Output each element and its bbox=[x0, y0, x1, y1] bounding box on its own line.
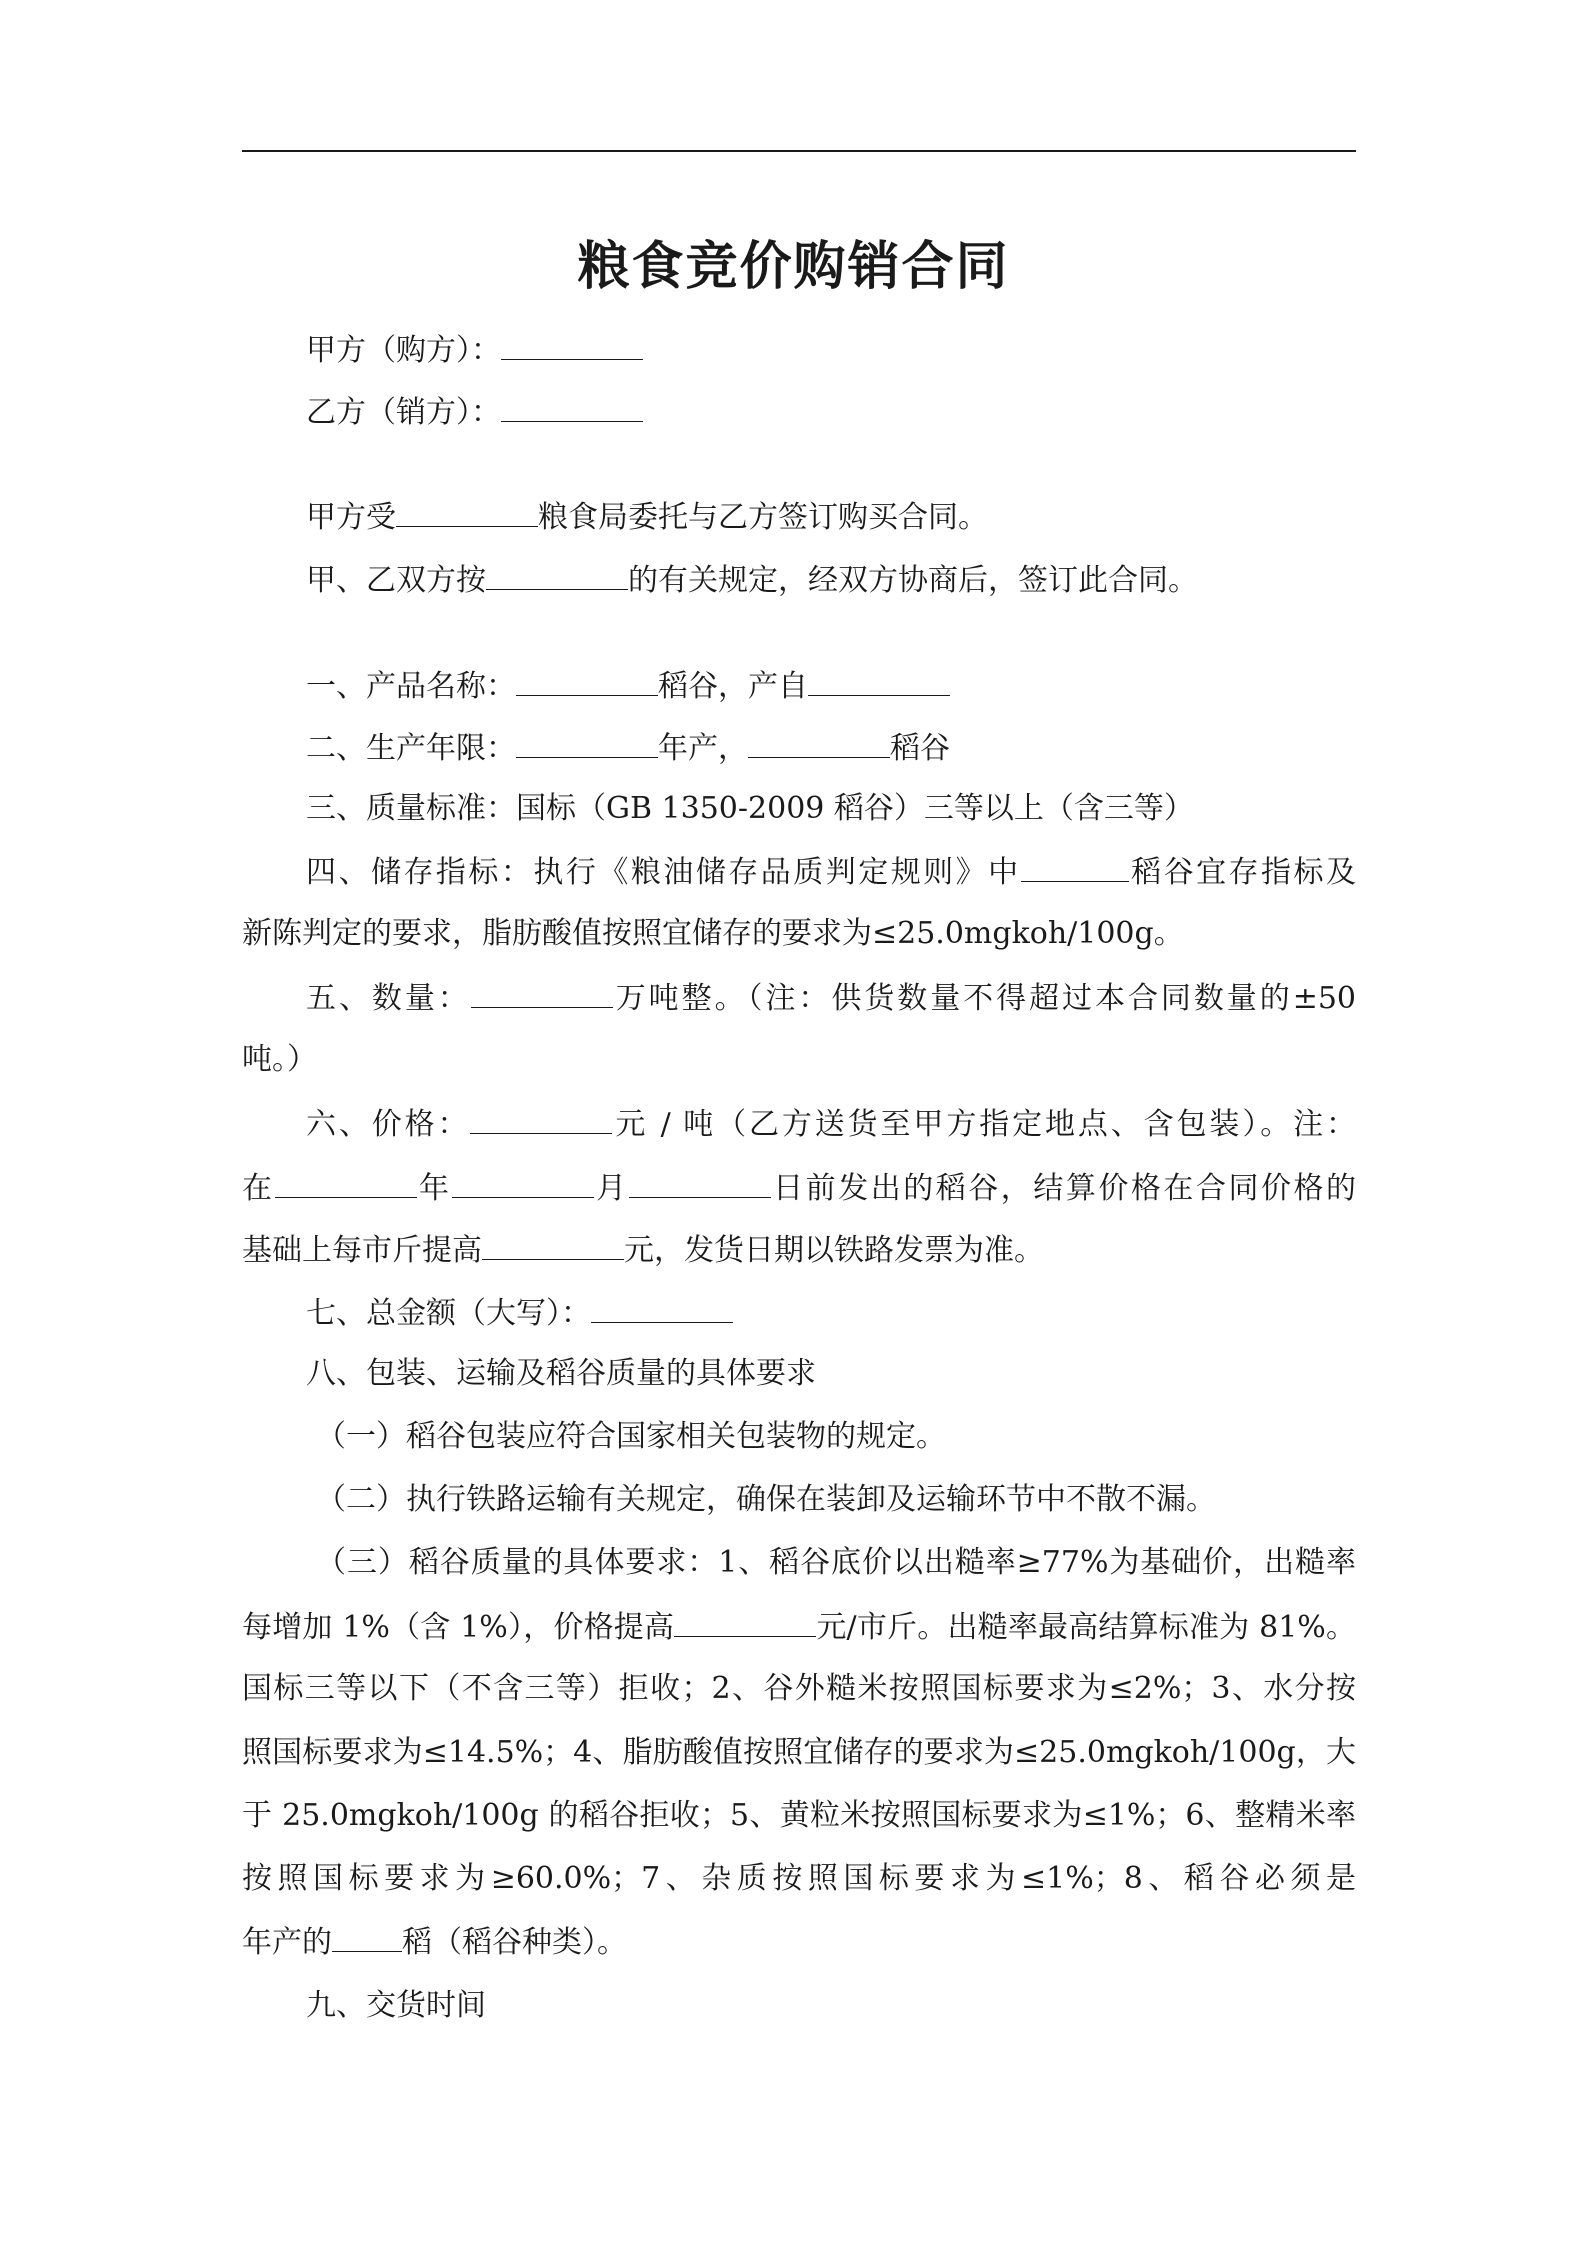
clause8-3-text-d: 稻（稻谷种类）。 bbox=[402, 1925, 627, 1960]
clause1-label: 一、产品名称： bbox=[306, 669, 516, 704]
clause-6-line-3 bbox=[242, 1229, 1356, 1271]
clause-8-3-line-2 bbox=[242, 1606, 1356, 1648]
clause2-text-c: 稻谷 bbox=[890, 731, 950, 766]
clause5-label: 五、数量： bbox=[306, 981, 471, 1016]
origin-blank[interactable] bbox=[808, 665, 950, 696]
clause-1 bbox=[306, 665, 1356, 707]
clause1-text: 稻谷，产自 bbox=[658, 669, 808, 704]
clause2-label: 二、生产年限： bbox=[306, 731, 516, 766]
clause-5-line-2: 吨。） bbox=[242, 1042, 317, 1077]
clause-8-3-line-1: （三）稻谷质量的具体要求：1、稻谷底价以出糙率≥77%为基础价，出糙率 bbox=[316, 1545, 1356, 1580]
clause6-text-c: 在 bbox=[242, 1171, 275, 1206]
document-title: 粮食竞价购销合同 bbox=[577, 236, 1010, 297]
husked-rate-price-blank[interactable] bbox=[674, 1606, 816, 1637]
clause-9: 九、交货时间 bbox=[306, 1988, 486, 2023]
clause-8-3-line-4: 照国标要求为≤14.5%；4、脂肪酸值按照宜储存的要求为≤25.0mgkoh/100g，大 bbox=[242, 1735, 1356, 1770]
clause-6-line-2 bbox=[242, 1167, 1356, 1209]
production-year-blank[interactable] bbox=[516, 727, 658, 758]
price-increase-blank[interactable] bbox=[482, 1229, 624, 1260]
unit-price-blank[interactable] bbox=[470, 1103, 612, 1134]
clause-7 bbox=[306, 1292, 1356, 1334]
clause6-text-g: 基础上每市斤提高 bbox=[242, 1233, 482, 1268]
clause8-3-text-c: 年产的 bbox=[242, 1925, 332, 1960]
quantity-blank[interactable] bbox=[471, 977, 613, 1008]
clause-4-line-2: 新陈判定的要求，脂肪酸值按照宜储存的要求为≤25.0mgkoh/100g。 bbox=[242, 916, 1184, 951]
party-b-blank[interactable] bbox=[501, 391, 643, 422]
clause-8-3-line-3: 国标三等以下（不含三等）拒收；2、谷外糙米按照国标要求为≤2%；3、水分按 bbox=[242, 1671, 1356, 1706]
party-b-line bbox=[306, 391, 1356, 433]
deadline-year-blank[interactable] bbox=[275, 1167, 417, 1198]
deadline-day-blank[interactable] bbox=[629, 1167, 771, 1198]
regulation-blank[interactable] bbox=[486, 559, 628, 590]
clause-8-3-line-5: 于 25.0mgkoh/100g 的稻谷拒收；5、黄粒米按照国标要求为≤1%；6、整精米率 bbox=[242, 1798, 1356, 1833]
intro-line-1 bbox=[306, 496, 1356, 538]
deadline-month-blank[interactable] bbox=[452, 1167, 594, 1198]
clause4-text-a: 四、储存指标：执行《粮油储存品质判定规则》中 bbox=[306, 855, 1021, 890]
grain-variety-blank[interactable] bbox=[748, 727, 890, 758]
clause5-text-b: 万吨整。（注：供货数量不得超过本合同数量的±50 bbox=[612, 981, 1357, 1016]
clause8-3-text-b: 元/市斤。出糙率最高结算标准为 81%。 bbox=[816, 1610, 1356, 1645]
intro-line-2 bbox=[306, 559, 1356, 601]
clause4-text-b: 稻谷宜存指标及 bbox=[1128, 855, 1357, 890]
clause-8-3-line-6: 按照国标要求为≥60.0%；7、杂质按照国标要求为≤1%；8、稻谷必须是 bbox=[242, 1861, 1356, 1896]
clause-6-line-1 bbox=[306, 1103, 1356, 1145]
clause6-text-e: 月 bbox=[593, 1171, 629, 1206]
clause-4-line-1 bbox=[306, 851, 1356, 893]
party-b-label: 乙方（销方）： bbox=[306, 395, 501, 430]
clause6-text-d: 年 bbox=[416, 1171, 452, 1206]
clause-8-2: （二）执行铁路运输有关规定，确保在装卸及运输环节中不散不漏。 bbox=[316, 1482, 1216, 1517]
total-amount-blank[interactable] bbox=[591, 1292, 733, 1323]
clause-5-line-1 bbox=[306, 977, 1356, 1019]
product-name-blank[interactable] bbox=[516, 665, 658, 696]
entrusting-bureau-blank[interactable] bbox=[396, 496, 538, 527]
header-rule bbox=[242, 150, 1356, 152]
intro2-text-b: 的有关规定，经双方协商后，签订此合同。 bbox=[628, 563, 1198, 598]
clause2-text-b: 年产， bbox=[658, 731, 748, 766]
clause6-text-h: 元，发货日期以铁路发票为准。 bbox=[624, 1233, 1044, 1268]
intro2-text-a: 甲、乙双方按 bbox=[306, 563, 486, 598]
clause6-text-f: 日前发出的稻谷，结算价格在合同价格的 bbox=[770, 1171, 1357, 1206]
party-a-label: 甲方（购方）： bbox=[306, 333, 501, 368]
clause-8: 八、包装、运输及稻谷质量的具体要求 bbox=[306, 1356, 816, 1391]
clause8-3-text-a: 每增加 1%（含 1%），价格提高 bbox=[242, 1610, 675, 1645]
clause-3: 三、质量标准：国标（GB 1350-2009 稻谷）三等以上（含三等） bbox=[306, 791, 1194, 826]
rice-type-blank[interactable] bbox=[332, 1921, 402, 1952]
storage-index-blank[interactable] bbox=[1021, 851, 1129, 882]
intro1-text-a: 甲方受 bbox=[306, 500, 396, 535]
clause7-label: 七、总金额（大写）： bbox=[306, 1296, 591, 1331]
clause-8-1: （一）稻谷包装应符合国家相关包装物的规定。 bbox=[316, 1419, 946, 1454]
clause-8-3-line-7 bbox=[242, 1921, 1356, 1963]
party-a-line bbox=[306, 329, 1356, 371]
clause6-text-b: 元 / 吨（乙方送货至甲方指定地点、含包装）。注： bbox=[612, 1107, 1356, 1142]
party-a-blank[interactable] bbox=[501, 329, 643, 360]
intro1-text-b: 粮食局委托与乙方签订购买合同。 bbox=[538, 500, 988, 535]
clause-2 bbox=[306, 727, 1356, 769]
clause6-label: 六、价格： bbox=[306, 1107, 471, 1142]
